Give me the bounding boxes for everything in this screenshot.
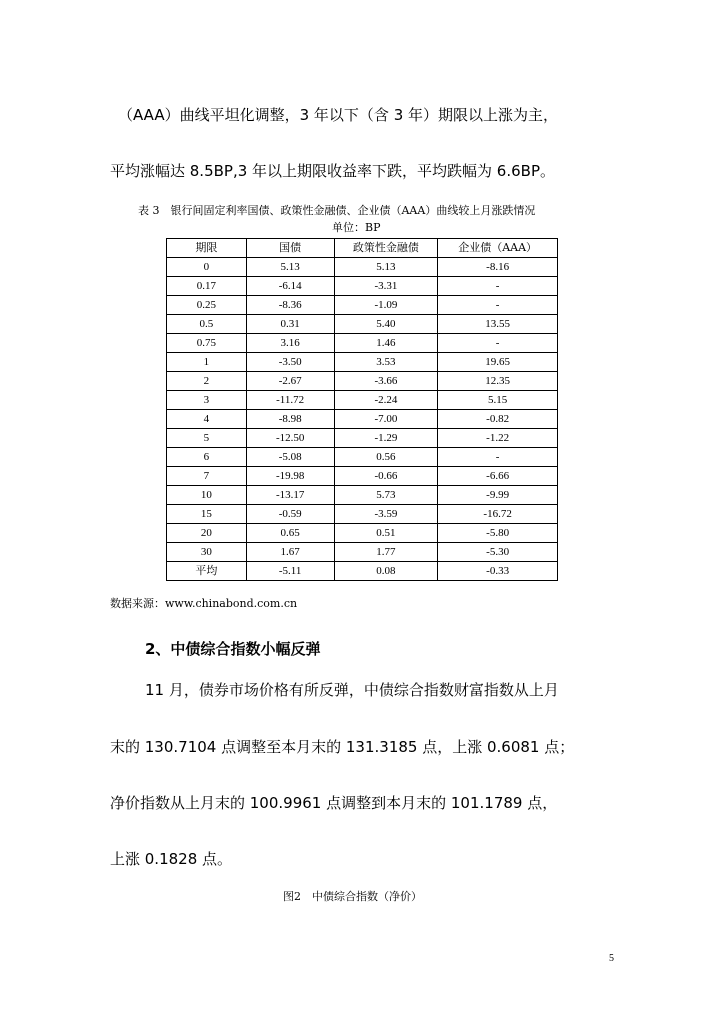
cell-term: 3 xyxy=(167,391,247,410)
cell-policy-bank-bond: -3.66 xyxy=(334,372,438,391)
table-row xyxy=(167,334,558,353)
cell-treasury: -8.98 xyxy=(246,410,334,429)
cell-policy-bank-bond: -2.24 xyxy=(334,391,438,410)
cell-term: 2 xyxy=(167,372,247,391)
cell-corporate-aaa: -16.72 xyxy=(438,505,558,524)
table-row xyxy=(167,391,558,410)
table-row xyxy=(167,372,558,391)
cell-corporate-aaa: -8.16 xyxy=(438,258,558,277)
cell-treasury: -8.36 xyxy=(246,296,334,315)
intro-line-2: 平均涨幅达 8.5BP,3 年以上期限收益率下跌，平均跌幅为 6.6BP。 xyxy=(110,162,555,180)
cell-treasury: 3.16 xyxy=(246,334,334,353)
cell-treasury: -3.50 xyxy=(246,353,334,372)
cell-term: 6 xyxy=(167,448,247,467)
cell-policy-bank-bond: 1.77 xyxy=(334,543,438,562)
cell-treasury: -11.72 xyxy=(246,391,334,410)
section-line-3: 净价指数从上月末的 100.9961 点调整到本月末的 101.1789 点， xyxy=(110,794,558,812)
cell-term: 0.75 xyxy=(167,334,247,353)
cell-term: 15 xyxy=(167,505,247,524)
cell-corporate-aaa: -6.66 xyxy=(438,467,558,486)
cell-term: 7 xyxy=(167,467,247,486)
data-table xyxy=(166,238,558,581)
table-header-row xyxy=(167,239,558,258)
cell-treasury: -13.17 xyxy=(246,486,334,505)
cell-policy-bank-bond: -3.31 xyxy=(334,277,438,296)
cell-policy-bank-bond: 0.56 xyxy=(334,448,438,467)
section-line-1: 11 月，债券市场价格有所反弹，中债综合指数财富指数从上月 xyxy=(145,681,559,699)
cell-policy-bank-bond: 5.73 xyxy=(334,486,438,505)
cell-treasury: 0.31 xyxy=(246,315,334,334)
cell-policy-bank-bond: -1.09 xyxy=(334,296,438,315)
cell-corporate-aaa: -1.22 xyxy=(438,429,558,448)
cell-corporate-aaa: - xyxy=(438,334,558,353)
table-row xyxy=(167,524,558,543)
column-header-policy-bank-bond: 政策性金融债 xyxy=(334,239,438,258)
cell-policy-bank-bond: 0.51 xyxy=(334,524,438,543)
cell-corporate-aaa: - xyxy=(438,277,558,296)
cell-treasury: -6.14 xyxy=(246,277,334,296)
section-heading: 2、中债综合指数小幅反弹 xyxy=(145,640,321,658)
table-row xyxy=(167,486,558,505)
cell-corporate-aaa: -0.33 xyxy=(438,562,558,581)
cell-term: 4 xyxy=(167,410,247,429)
table-row xyxy=(167,296,558,315)
cell-treasury: 0.65 xyxy=(246,524,334,543)
table-row xyxy=(167,467,558,486)
cell-corporate-aaa: -5.80 xyxy=(438,524,558,543)
cell-corporate-aaa: -9.99 xyxy=(438,486,558,505)
column-header-treasury: 国债 xyxy=(246,239,334,258)
cell-corporate-aaa: - xyxy=(438,448,558,467)
cell-term: 平均 xyxy=(167,562,247,581)
table-row xyxy=(167,353,558,372)
cell-term: 1 xyxy=(167,353,247,372)
cell-treasury: -5.08 xyxy=(246,448,334,467)
cell-corporate-aaa: 13.55 xyxy=(438,315,558,334)
table-row xyxy=(167,429,558,448)
cell-treasury: 1.67 xyxy=(246,543,334,562)
cell-term: 20 xyxy=(167,524,247,543)
cell-policy-bank-bond: 1.46 xyxy=(334,334,438,353)
cell-policy-bank-bond: 3.53 xyxy=(334,353,438,372)
cell-policy-bank-bond: -1.29 xyxy=(334,429,438,448)
cell-policy-bank-bond: -7.00 xyxy=(334,410,438,429)
cell-policy-bank-bond: -3.59 xyxy=(334,505,438,524)
cell-treasury: -2.67 xyxy=(246,372,334,391)
cell-treasury: -5.11 xyxy=(246,562,334,581)
cell-term: 10 xyxy=(167,486,247,505)
table-row xyxy=(167,258,558,277)
table-caption: 表 3 银行间固定利率国债、政策性金融债、企业债（AAA）曲线较上月涨跌情况 xyxy=(138,204,536,217)
cell-treasury: -0.59 xyxy=(246,505,334,524)
cell-policy-bank-bond: -0.66 xyxy=(334,467,438,486)
cell-treasury: -12.50 xyxy=(246,429,334,448)
table-row xyxy=(167,543,558,562)
section-line-4: 上涨 0.1828 点。 xyxy=(110,850,233,868)
cell-corporate-aaa: 12.35 xyxy=(438,372,558,391)
cell-term: 5 xyxy=(167,429,247,448)
table-row xyxy=(167,315,558,334)
column-header-term: 期限 xyxy=(167,239,247,258)
section-line-2: 末的 130.7104 点调整至本月末的 131.3185 点，上涨 0.6081 点； xyxy=(110,738,575,756)
table-unit: 单位：BP xyxy=(332,221,381,234)
cell-corporate-aaa: 5.15 xyxy=(438,391,558,410)
cell-corporate-aaa: -5.30 xyxy=(438,543,558,562)
cell-treasury: 5.13 xyxy=(246,258,334,277)
table-row xyxy=(167,410,558,429)
column-header-corporate-aaa: 企业债（AAA） xyxy=(438,239,558,258)
cell-policy-bank-bond: 5.40 xyxy=(334,315,438,334)
cell-term: 0.25 xyxy=(167,296,247,315)
cell-term: 0 xyxy=(167,258,247,277)
cell-treasury: -19.98 xyxy=(246,467,334,486)
cell-policy-bank-bond: 0.08 xyxy=(334,562,438,581)
cell-corporate-aaa: - xyxy=(438,296,558,315)
cell-corporate-aaa: -0.82 xyxy=(438,410,558,429)
table-row xyxy=(167,562,558,581)
intro-line-1: （AAA）曲线平坦化调整，3 年以下（含 3 年）期限以上涨为主， xyxy=(118,106,559,124)
table-row xyxy=(167,505,558,524)
page-number: 5 xyxy=(609,953,614,964)
table-row xyxy=(167,448,558,467)
cell-corporate-aaa: 19.65 xyxy=(438,353,558,372)
table-row xyxy=(167,277,558,296)
data-source: 数据来源：www.chinabond.com.cn xyxy=(110,597,298,610)
cell-term: 0.5 xyxy=(167,315,247,334)
cell-term: 0.17 xyxy=(167,277,247,296)
cell-term: 30 xyxy=(167,543,247,562)
cell-policy-bank-bond: 5.13 xyxy=(334,258,438,277)
figure-caption: 图2 中债综合指数（净价） xyxy=(283,890,422,903)
